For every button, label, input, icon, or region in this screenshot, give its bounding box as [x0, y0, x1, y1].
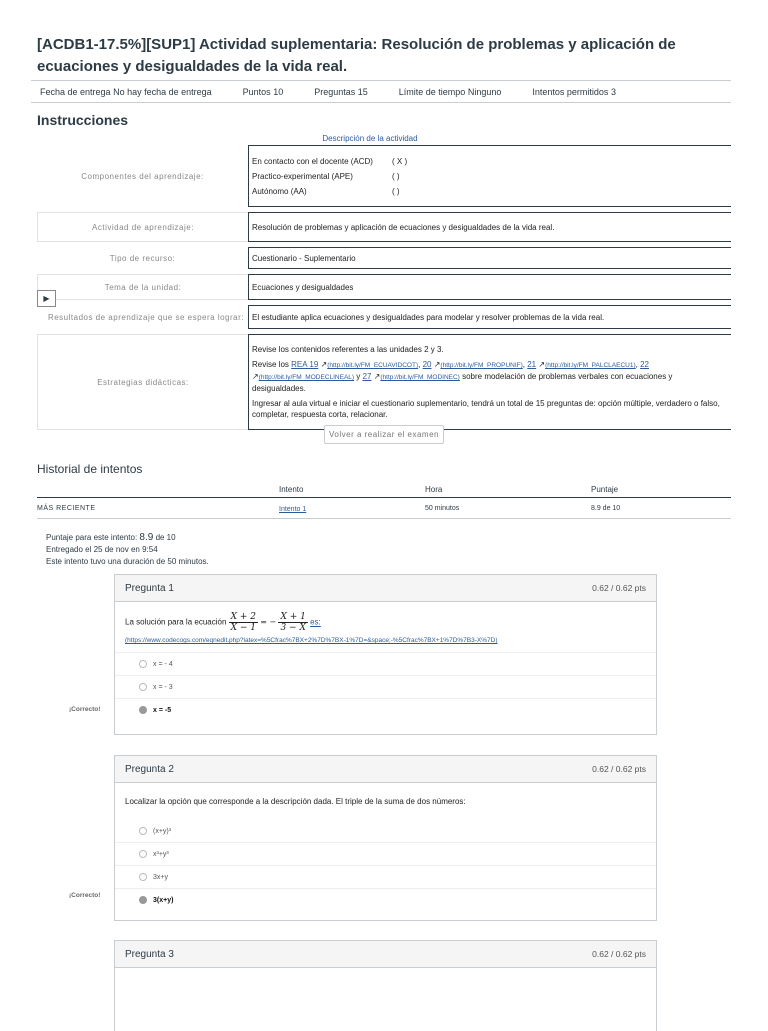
question-header [115, 756, 656, 783]
summary-duration: Este intento tuvo una duración de 50 minutos. [46, 557, 209, 566]
value-resultados: El estudiante aplica ecuaciones y desigualdades para modelar y resolver problemas de la vida real. [248, 305, 731, 329]
fraction-right: $\frac{X + 1}{3 - X}$ [280, 612, 306, 633]
link-palclaecu1[interactable]: (http://bit.ly/FM_PALCLAECU1) [545, 362, 636, 369]
play-button[interactable]: ▶ [37, 290, 56, 307]
quiz-meta-bar [31, 80, 731, 103]
attempt-history-table [37, 481, 731, 519]
answer-option-selected[interactable]: x = -5 [115, 698, 656, 721]
table-row [37, 498, 731, 519]
external-link-icon: ↗ [433, 360, 441, 369]
row-puntaje: 8.9 de 10 [591, 504, 621, 512]
link-modinec[interactable]: (http://bit.ly/FM_MODINEC) [380, 374, 460, 381]
meta-intentos: Intentos permitidos 3 [532, 86, 616, 97]
value-tema: Ecuaciones y desigualdades [248, 274, 731, 300]
link-ecuavidcot[interactable]: (http://bit.ly/FM_ECUAVIDCOT) [327, 362, 419, 369]
question-points: 0.62 / 0.62 pts [592, 764, 646, 774]
question-title: Pregunta 3 [125, 948, 174, 960]
question-title: Pregunta 1 [125, 582, 174, 594]
rea-19-link[interactable]: REA 19 [291, 360, 319, 369]
question-3 [114, 940, 657, 1031]
row-tema [37, 274, 731, 300]
col-hora: Hora [425, 484, 443, 494]
codecogs-link[interactable]: (https://www.codecogs.com/eqnedit.php?latex=%5Cfrac%7BX+2%7D%7BX-1%7D=&space;-%5Cfrac%7BX+1%7D%7B3-X%7D) [125, 637, 498, 644]
estrategia-2: Revise los REA 19 ↗(http://bit.ly/FM_ECUAVIDCOT), 20 ↗(http://bit.ly/FM_PROPUNIF), 21 ↗(http://bit.ly/FM_PALCLAECU1), 22 ↗(http://bit.ly/FM_MODECLINEAL) y 27 ↗(http://bit.ly/FM_MODINEC) sobre modelación de problemas verbales con ecuaciones y desigualdades. [252, 360, 673, 393]
label-tema: Tema de la unidad: [37, 274, 248, 300]
answer-option-selected[interactable]: 3(x+y) [115, 888, 656, 911]
row-estrategias [37, 334, 731, 430]
meta-preguntas: Preguntas 15 [314, 86, 368, 97]
label-actividad: Actividad de aprendizaje: [37, 212, 248, 242]
history-header [37, 481, 731, 498]
question-1 [114, 574, 657, 735]
meta-limite: Límite de tiempo Ninguno [398, 86, 502, 97]
value-tipo: Cuestionario - Suplementario [248, 247, 731, 269]
answer-option[interactable]: x = - 3 [115, 675, 656, 698]
radio-icon [139, 850, 147, 858]
attempt-summary [46, 532, 209, 568]
question-title: Pregunta 2 [125, 763, 174, 775]
estrategia-3: Ingresar al aula virtual e iniciar el cuestionario suplementario, tendrá un total de 15 preguntas de: opción múltiple, verdadero o falso, completar, respuesta corta, relacionar. [252, 399, 720, 419]
col-intento: Intento [279, 484, 304, 494]
question-header [115, 575, 656, 602]
meta-fecha: Fecha de entrega No hay fecha de entrega [40, 86, 212, 97]
rea-22-link[interactable]: 22 [640, 360, 649, 369]
row-actividad [37, 212, 731, 242]
answer-list [115, 652, 656, 721]
answer-option[interactable]: x = - 4 [115, 652, 656, 675]
value-actividad: Resolución de problemas y aplicación de ecuaciones y desigualdades de la vida real. [248, 212, 731, 242]
comp-acd: En contacto con el docente (ACD) ( X ) [252, 156, 408, 166]
label-componentes: Componentes del aprendizaje: [81, 171, 204, 181]
row-tipo [37, 247, 731, 269]
attempt-1-link[interactable]: Intento 1 [279, 505, 307, 513]
question-text: La solución para la ecuación $\frac{X + 2}{X - 1}$ = − $\frac{X + 1}{3 - X}$ es: (https://www.codecogs.com/eqnedit.php?latex=%5Cfrac%7BX+2%7D%7BX-1%7D=&space;-%5Cfrac%7BX+1%7D%7B3-X%7D) [125, 612, 498, 644]
radio-checked-icon [139, 896, 147, 904]
estrategia-1: Revise los contenidos referentes a las unidades 2 y 3. [252, 345, 444, 354]
radio-icon [139, 660, 147, 668]
question-points: 0.62 / 0.62 pts [592, 583, 646, 593]
instructions-table [37, 145, 731, 430]
comp-aa: Autónomo (AA) ( ) [252, 186, 400, 196]
row-resultados [37, 305, 731, 329]
radio-icon [139, 683, 147, 691]
correct-label: ¡Correcto! [69, 706, 101, 713]
question-text: Localizar la opción que corresponde a la descripción dada. El triple de la suma de dos números: [125, 797, 466, 806]
row-label: MÁS RECIENTE [37, 504, 96, 512]
page-title: [ACDB1-17.5%][SUP1] Actividad suplementaria: Resolución de problemas y aplicación de ecuaciones y desigualdades de la vida real. [37, 36, 676, 75]
external-link-icon: ↗ [373, 372, 381, 381]
description-heading: Descripción de la actividad [322, 134, 418, 143]
radio-icon [139, 827, 147, 835]
radio-checked-icon [139, 706, 147, 714]
answer-option[interactable]: (x+y)³ [115, 820, 656, 842]
es-link[interactable]: es: [310, 617, 321, 627]
question-header [115, 941, 656, 968]
link-modeclineal[interactable]: (http://bit.ly/FM_MODECLINEAL) [258, 374, 355, 381]
row-componentes [37, 145, 731, 207]
summary-submitted: Entregado el 25 de nov en 9:54 [46, 545, 158, 554]
radio-icon [139, 873, 147, 881]
answer-option[interactable]: x³+y³ [115, 842, 656, 865]
label-tipo: Tipo de recurso: [109, 253, 176, 263]
rea-20-link[interactable]: 20 [422, 360, 432, 369]
comp-ape: Practico-experimental (APE) ( ) [252, 171, 400, 181]
label-resultados: Resultados de aprendizaje que se espera lograr: [47, 312, 244, 322]
row-hora: 50 minutos [425, 504, 460, 512]
meta-puntos: Puntos 10 [242, 86, 284, 97]
instructions-heading: Instrucciones [37, 112, 129, 128]
label-estrategias: Estrategias didácticas: [37, 334, 248, 430]
history-title: Historial de intentos [37, 462, 143, 476]
correct-label: ¡Correcto! [69, 892, 101, 899]
summary-score: Puntaje para este intento: 8.9 de 10 [46, 532, 176, 543]
col-puntaje: Puntaje [591, 484, 619, 494]
answer-option[interactable]: 3x+y [115, 865, 656, 888]
question-points: 0.62 / 0.62 pts [592, 949, 646, 959]
link-propunif[interactable]: (http://bit.ly/FM_PROPUNIF) [440, 362, 523, 369]
external-link-icon: ↗ [320, 360, 328, 369]
external-link-icon: ↗ [252, 372, 259, 381]
fraction-left: $\frac{X + 2}{X - 1}$ [230, 612, 257, 633]
question-2 [114, 755, 657, 921]
answer-list [115, 820, 656, 911]
retake-quiz-button[interactable]: Volver a realizar el examen [324, 425, 444, 444]
external-link-icon: ↗ [538, 360, 546, 369]
rea-27-link[interactable]: 27 [362, 372, 372, 381]
rea-21-link[interactable]: 21 [527, 360, 537, 369]
